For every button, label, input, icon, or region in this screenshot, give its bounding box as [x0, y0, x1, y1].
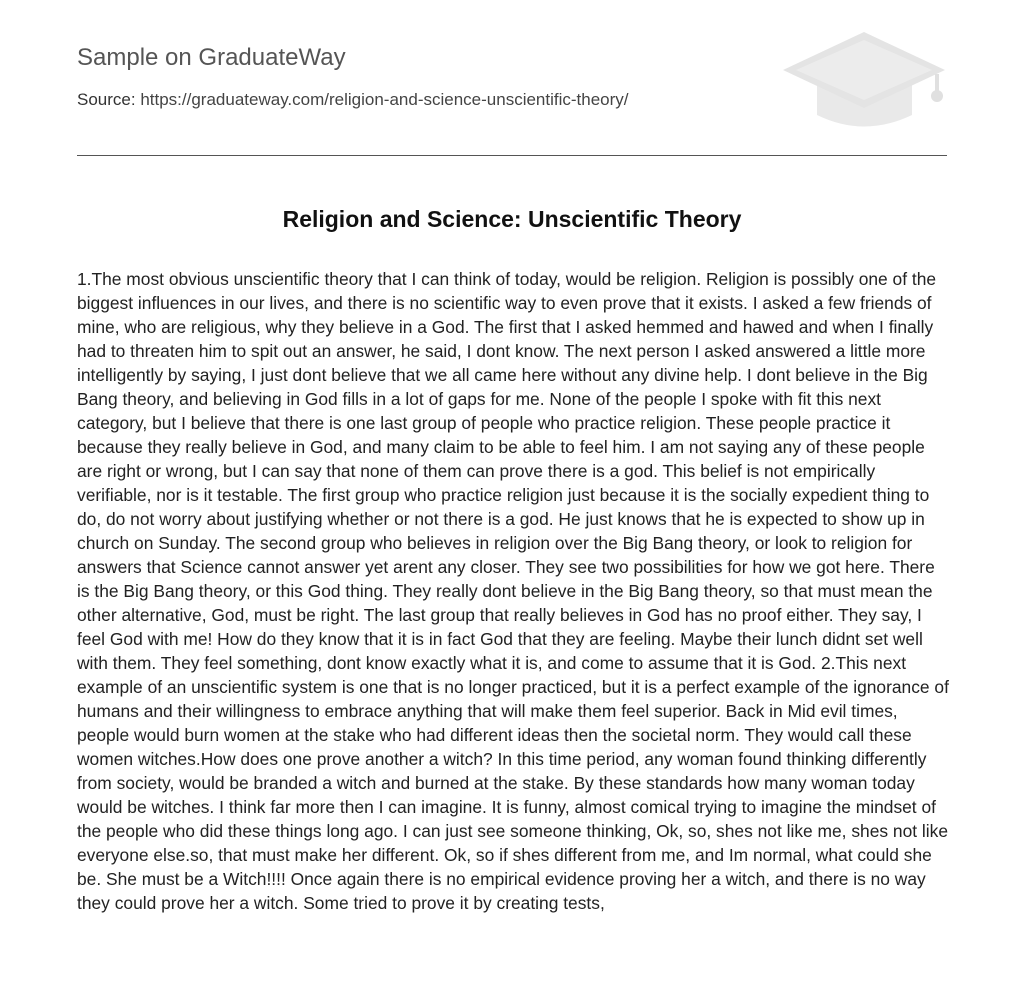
graduation-cap-icon — [782, 30, 947, 134]
source-line — [77, 90, 629, 110]
source-link[interactable]: https://graduateway.com/religion-and-science-unscientific-theory/ — [140, 90, 629, 109]
header-divider — [77, 155, 947, 156]
source-label: Source: — [77, 90, 136, 109]
page-header — [77, 0, 947, 156]
site-name: Sample on GraduateWay — [77, 44, 346, 71]
article-body: 1.The most obvious unscientific theory that I can think of today, would be religion. Religion is possibly one of the biggest influences in our lives, and there is no scientific way to even prove that it exists. I asked a few friends of mine, who are religious, why they believe in a God. The first that I asked hemmed and hawed and when I finally had to threaten him to spit out an answer, he said, I dont know. The next person I asked answered a little more intelligently by saying, I just dont believe that we all came here without any divine help. I dont believe in the Big Bang theory, and believing in God fills in a lot of gaps for me. None of the people I spoke with fit this next category, but I believe that there is one last group of people who practice religion. These people practice it because they really believe in God, and many claim to be able to feel him. I am not saying any of these people are right or wrong, but I can say that none of them can prove there is a god. This belief is not empirically verifiable, nor is it testable. The first group who practice religion just because it is the socially expedient thing to do, do not worry about justifying whether or not there is a god. He just knows that he is expected to show up in church on Sunday. The second group who believes in religion over the Big Bang theory, or look to religion for answers that Science cannot answer yet arent any closer. They see two possibilities for how we got here. There is the Big Bang theory, or this God thing. They really dont believe in the Big Bang theory, so that must mean the other alternative, God, must be right. The last group that really believes in God has no proof either. They say, I feel God with me! How do they know that it is in fact God that they are feeling. Maybe their lunch didnt set well with them. They feel something, dont know exactly what it is, and come to assume that it is God. 2.This next example of an unscientific system is one that is no longer practiced, but it is a perfect example of the ignorance of humans and their willingness to embrace anything that will make them feel superior. Back in Mid evil times, people would burn women at the stake who had different ideas then the societal norm. They would call these women witches.How does one prove another a witch? In this time period, any woman found thinking differently from society, would be branded a witch and burned at the stake. By these standards how many woman today would be witches. I think far more then I can imagine. It is funny, almost comical trying to imagine the mindset of the people who did these things long ago. I can just see someone thinking, Ok, so, shes not like me, shes not like everyone else.so, that must make her different. Ok, so if shes different from me, and Im normal, what could she be. She must be a Witch!!!! Once again there is no empirical evidence proving her a witch, and there is no way they could prove her a witch. Some tried to prove it by creating tests, — [77, 269, 949, 913]
page-title: Religion and Science: Unscientific Theory — [282, 206, 742, 232]
